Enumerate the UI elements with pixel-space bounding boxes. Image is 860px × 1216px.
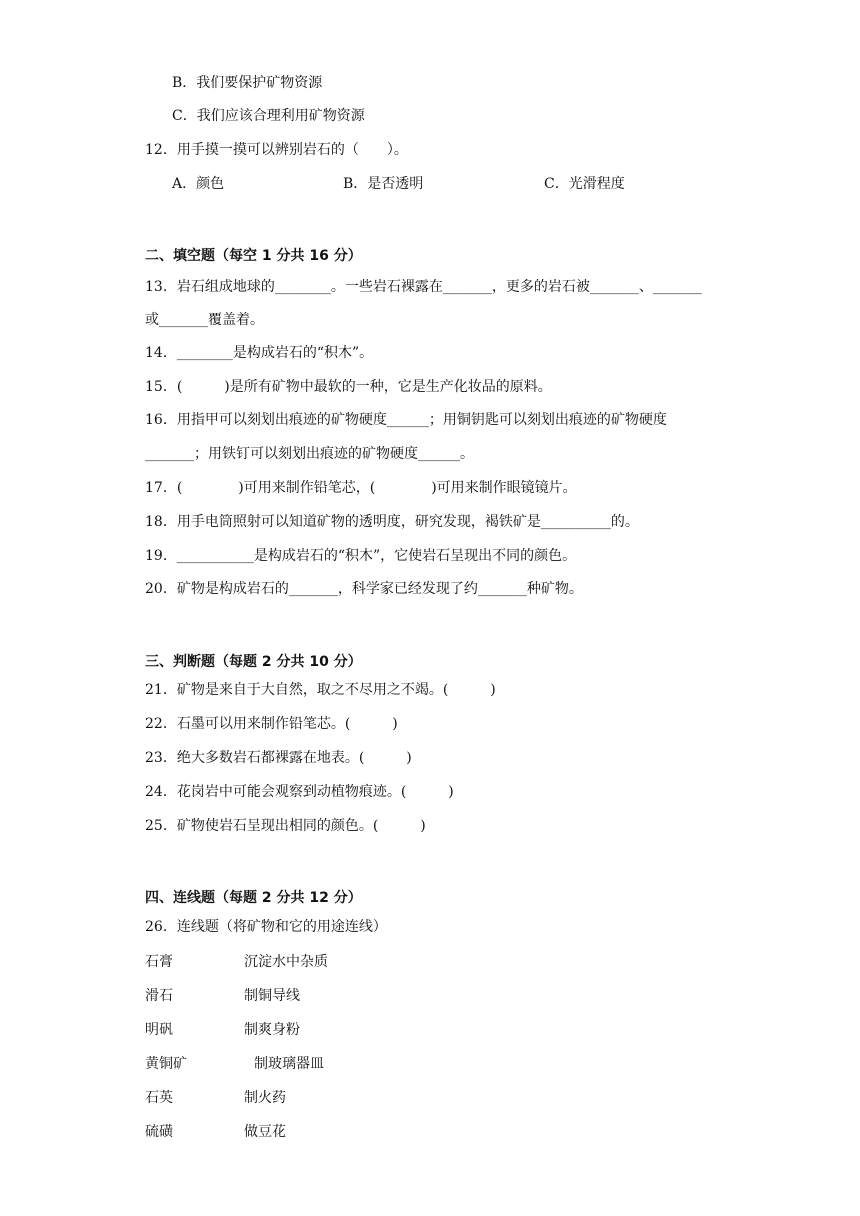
section-true-false-title: 三、判断题（每题 2 分共 10 分）	[145, 654, 362, 670]
use-item: 制爽身粉	[244, 1022, 300, 1038]
q12-option-a: A．颜色	[172, 176, 225, 192]
q14: 14．________是构成岩石的“积木”。	[145, 345, 374, 361]
mineral-item: 明矾	[145, 1022, 173, 1038]
q26-stem: 26．连线题（将矿物和它的用途连线）	[145, 919, 387, 935]
q17: 17．( )可用来制作铅笔芯，( )可用来制作眼镜镜片。	[145, 480, 577, 496]
q13-line1: 13．岩石组成地球的________。一些岩石裸露在_______，更多的岩石被_______、_______	[145, 279, 702, 295]
q16-line1: 16．用指甲可以刻划出痕迹的矿物硬度______；用铜钥匙可以刻划出痕迹的矿物硬度	[145, 412, 667, 428]
q11-option-c: C．我们应该合理利用矿物资源	[172, 108, 365, 124]
q18: 18．用手电筒照射可以知道矿物的透明度，研究发现，褐铁矿是__________的。	[145, 514, 639, 530]
q12-stem: 12．用手摸一摸可以辨别岩石的（ ）。	[145, 142, 408, 158]
q19: 19．___________是构成岩石的“积木”，它使岩石呈现出不同的颜色。	[145, 548, 577, 564]
section-matching-title: 四、连线题（每题 2 分共 12 分）	[145, 890, 362, 906]
q20: 20．矿物是构成岩石的_______，科学家已经发现了约_______种矿物。	[145, 581, 583, 597]
q16-line2: _______；用铁钉可以刻划出痕迹的矿物硬度______。	[145, 446, 474, 462]
mineral-item: 硫磺	[145, 1124, 173, 1140]
mineral-item: 黄铜矿	[145, 1056, 187, 1072]
mineral-item: 石膏	[145, 954, 173, 970]
q22: 22．石墨可以用来制作铅笔芯。( )	[145, 716, 398, 732]
q12-option-b: B．是否透明	[343, 176, 424, 192]
q15: 15．( )是所有矿物中最软的一种，它是生产化妆品的原料。	[145, 379, 552, 395]
use-item: 制铜导线	[244, 988, 300, 1004]
q11-option-b: B．我们要保护矿物资源	[172, 75, 323, 91]
mineral-item: 滑石	[145, 988, 173, 1004]
q21: 21．矿物是来自于大自然，取之不尽用之不竭。( )	[145, 682, 496, 698]
use-item: 制火药	[244, 1090, 286, 1106]
use-item: 沉淀水中杂质	[244, 954, 328, 970]
use-item: 制玻璃器皿	[254, 1056, 324, 1072]
q24: 24．花岗岩中可能会观察到动植物痕迹。( )	[145, 784, 454, 800]
mineral-item: 石英	[145, 1090, 173, 1106]
q13-line2: 或_______覆盖着。	[145, 312, 264, 328]
section-fill-blank-title: 二、填空题（每空 1 分共 16 分）	[145, 248, 362, 264]
q25: 25．矿物使岩石呈现出相同的颜色。( )	[145, 818, 426, 834]
q12-option-c: C．光滑程度	[544, 176, 625, 192]
q23: 23．绝大多数岩石都裸露在地表。( )	[145, 750, 412, 766]
use-item: 做豆花	[244, 1124, 286, 1140]
